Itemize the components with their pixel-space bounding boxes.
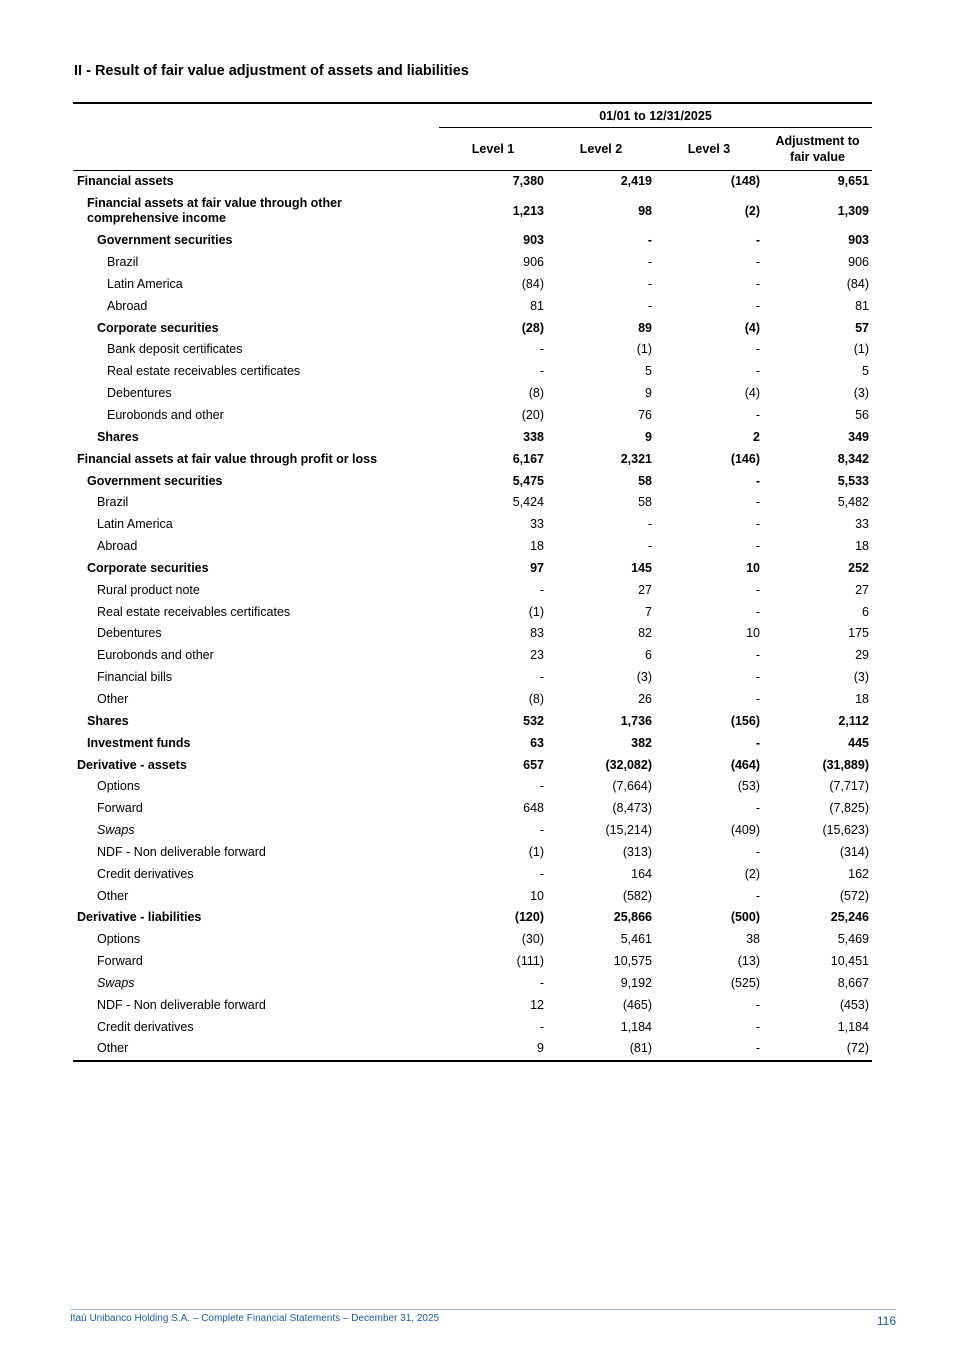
period-header: 01/01 to 12/31/2025 (439, 104, 872, 128)
level-1-value: 903 (523, 233, 544, 248)
level-1-value: 33 (530, 517, 544, 532)
table-row (73, 230, 872, 252)
level-3-value: - (755, 539, 760, 554)
table-row (73, 252, 872, 274)
level-1-value: 81 (530, 298, 544, 313)
table-row (73, 798, 872, 820)
row-label: NDF - Non deliverable forward (97, 997, 266, 1012)
level-1-value: 10 (530, 888, 544, 903)
adjustment-value: 57 (855, 320, 869, 335)
row-label: Rural product note (97, 582, 200, 597)
table-row (73, 994, 872, 1016)
table-row (73, 776, 872, 798)
table-row (73, 841, 872, 863)
level-2-value: 7 (645, 604, 652, 619)
level-2-value: 26 (638, 691, 652, 706)
table-row (73, 317, 872, 339)
table-row (73, 383, 872, 405)
row-label: Other (97, 888, 129, 903)
level-3-value: - (655, 1038, 763, 1061)
level-3-value: - (755, 604, 760, 619)
level-3-value: (525) (730, 975, 760, 990)
table-row (73, 710, 872, 732)
level-3-value: (4) (744, 386, 760, 401)
level-1-value: 657 (523, 757, 544, 772)
adjustment-value: 1,184 (837, 1019, 869, 1034)
level-1-value: - (539, 823, 544, 838)
adjustment-value: (31,889) (822, 757, 869, 772)
level-1-value: 23 (530, 648, 544, 663)
level-1-value: - (539, 670, 544, 685)
row-label: Shares (87, 713, 129, 728)
table-row (73, 193, 872, 230)
level-2-value: 98 (638, 203, 652, 218)
level-1-value: 63 (530, 735, 544, 750)
adjustment-value: 5,533 (837, 473, 869, 488)
level-2-value: (582) (622, 888, 652, 903)
table-row (73, 973, 872, 995)
level-2-value: - (647, 517, 652, 532)
table-row (73, 339, 872, 361)
level-1-value: 1,213 (512, 203, 544, 218)
row-label: Derivative - assets (77, 757, 187, 772)
table-row (73, 754, 872, 776)
level-2-value: - (647, 255, 652, 270)
row-label: Swaps (97, 823, 135, 838)
row-label: Options (97, 779, 141, 794)
table-row (73, 732, 872, 754)
level-2-value: (313) (622, 844, 652, 859)
table-row (73, 907, 872, 929)
level-3-value: 10 (746, 626, 760, 641)
level-2-value: 2,321 (620, 451, 652, 466)
adjustment-value: 5,482 (837, 495, 869, 510)
row-label: Other (97, 691, 129, 706)
table-row (73, 295, 872, 317)
level-1-value: 906 (523, 255, 544, 270)
row-label: Government securities (97, 233, 233, 248)
adjustment-value: 162 (848, 866, 869, 881)
level-2-value: (7,664) (612, 779, 652, 794)
level-3-value: (148) (730, 174, 760, 189)
table-row (73, 929, 872, 951)
adjustment-value: (15,623) (822, 823, 869, 838)
row-label: Corporate securities (87, 560, 209, 575)
adjustment-value: 175 (848, 626, 869, 641)
table-body (73, 171, 872, 1061)
row-label: Debentures (107, 386, 172, 401)
row-label: Credit derivatives (97, 1019, 194, 1034)
row-label: Debentures (97, 626, 162, 641)
table-row (73, 171, 872, 193)
level-3-value: - (755, 888, 760, 903)
row-label: Shares (97, 429, 139, 444)
column-header-level-2: Level 2 (547, 128, 655, 171)
table-row (73, 623, 872, 645)
row-label: Swaps (97, 975, 135, 990)
adjustment-value: 906 (848, 255, 869, 270)
table-row (73, 274, 872, 296)
level-2-value: 58 (638, 495, 652, 510)
level-2-value: (32,082) (605, 757, 652, 772)
row-label: Financial assets at fair value through profit or loss (77, 451, 378, 466)
level-1-value: 9 (439, 1038, 547, 1061)
level-3-value: (409) (730, 823, 760, 838)
adjustment-value: 27 (855, 582, 869, 597)
page-title: II - Result of fair value adjustment of assets and liabilities (74, 63, 469, 79)
level-2-value: 164 (631, 866, 652, 881)
level-3-value: 38 (746, 932, 760, 947)
level-1-value: (1) (528, 604, 544, 619)
level-2-value: 5 (645, 364, 652, 379)
table-row (73, 492, 872, 514)
level-2-value: 9,192 (620, 975, 652, 990)
level-2-value: - (647, 276, 652, 291)
level-2-value: (15,214) (605, 823, 652, 838)
level-3-value: (146) (730, 451, 760, 466)
level-2-value: 82 (638, 626, 652, 641)
row-label: NDF - Non deliverable forward (97, 844, 266, 859)
level-3-value: - (755, 670, 760, 685)
level-1-value: (84) (521, 276, 544, 291)
level-3-value: - (755, 276, 760, 291)
level-3-value: - (755, 233, 760, 248)
level-2-value: 27 (638, 582, 652, 597)
level-3-value: - (755, 473, 760, 488)
level-3-value: - (755, 997, 760, 1012)
adjustment-value: (314) (839, 844, 869, 859)
level-2-value: (81) (547, 1038, 655, 1061)
table-row (73, 470, 872, 492)
level-3-value: - (755, 801, 760, 816)
level-2-value: (465) (622, 997, 652, 1012)
row-label: Financial assets at fair value through other comprehensive income (87, 196, 342, 226)
row-label: Latin America (97, 517, 173, 532)
footer-divider (70, 1309, 896, 1310)
level-3-value: - (755, 342, 760, 357)
level-3-value: (2) (744, 203, 760, 218)
row-label: Eurobonds and other (97, 648, 214, 663)
adjustment-value: (1) (853, 342, 869, 357)
level-2-value: 89 (638, 320, 652, 335)
row-label: Forward (97, 801, 143, 816)
level-1-value: 338 (523, 429, 544, 444)
level-1-value: (8) (528, 691, 544, 706)
level-1-value: 5,424 (512, 495, 544, 510)
table-row (73, 1016, 872, 1038)
level-3-value: - (755, 691, 760, 706)
level-3-value: 10 (746, 560, 760, 575)
header-blank (73, 104, 439, 128)
row-label: Abroad (107, 298, 148, 313)
adjustment-value: 1,309 (837, 203, 869, 218)
row-label: Options (97, 932, 141, 947)
level-3-value: - (755, 408, 760, 423)
table-row (73, 558, 872, 580)
level-3-value: - (755, 1019, 760, 1034)
adjustment-value: 2,112 (838, 713, 869, 728)
adjustment-value: 56 (855, 408, 869, 423)
level-3-value: (53) (737, 779, 760, 794)
level-3-value: 2 (753, 429, 760, 444)
level-2-value: (1) (636, 342, 652, 357)
row-label: Real estate receivables certificates (97, 604, 291, 619)
adjustment-value: 903 (848, 233, 869, 248)
level-2-value: 382 (631, 735, 652, 750)
adjustment-value: 81 (855, 298, 869, 313)
level-1-value: 83 (530, 626, 544, 641)
table-row (73, 885, 872, 907)
table-row (73, 863, 872, 885)
level-1-value: - (539, 364, 544, 379)
level-2-value: - (647, 539, 652, 554)
level-3-value: (4) (744, 320, 760, 335)
level-3-value: (156) (730, 713, 760, 728)
row-label: Eurobonds and other (107, 408, 224, 423)
row-label: Financial bills (97, 670, 173, 685)
level-3-value: - (755, 735, 760, 750)
row-label: Credit derivatives (97, 866, 194, 881)
table-row (73, 448, 872, 470)
adjustment-value: 18 (855, 539, 869, 554)
fair-value-table-container (73, 102, 872, 1062)
level-3-value: - (755, 364, 760, 379)
level-2-value: (3) (636, 670, 652, 685)
level-2-value: - (647, 298, 652, 313)
adjustment-value: (3) (853, 386, 869, 401)
level-3-value: (500) (730, 910, 760, 925)
table-row (73, 536, 872, 558)
level-2-value: 9 (645, 386, 652, 401)
table-row (73, 514, 872, 536)
level-3-value: - (755, 648, 760, 663)
adjustment-value: 10,451 (830, 954, 869, 969)
table-row (73, 601, 872, 623)
level-1-value: 532 (523, 713, 544, 728)
column-header-level-3: Level 3 (655, 128, 763, 171)
footer-text: Itaú Unibanco Holding S.A. – Complete Financial Statements – December 31, 2025 (70, 1313, 440, 1324)
table-row (73, 820, 872, 842)
level-1-value: - (539, 779, 544, 794)
adjustment-value: (7,825) (829, 801, 869, 816)
level-1-value: 97 (530, 560, 544, 575)
row-label: Other (73, 1038, 439, 1061)
row-label: Brazil (97, 495, 129, 510)
level-3-value: - (755, 844, 760, 859)
level-2-value: 6 (645, 648, 652, 663)
row-label: Brazil (107, 255, 139, 270)
level-2-value: - (647, 233, 652, 248)
row-label: Real estate receivables certificates (107, 364, 301, 379)
level-2-value: 76 (638, 408, 652, 423)
table-row (73, 951, 872, 973)
column-header-level-1: Level 1 (439, 128, 547, 171)
level-3-value: (464) (730, 757, 760, 772)
level-1-value: (20) (521, 408, 544, 423)
adjustment-value: 5 (862, 364, 869, 379)
row-label: Latin America (107, 276, 183, 291)
adjustment-value: (453) (839, 997, 869, 1012)
adjustment-value: 349 (848, 429, 869, 444)
level-2-value: 10,575 (613, 954, 652, 969)
level-2-value: 1,736 (620, 713, 652, 728)
level-2-value: 9 (645, 429, 652, 444)
row-label: Government securities (87, 473, 223, 488)
table-row (73, 361, 872, 383)
level-1-value: (30) (521, 932, 544, 947)
level-2-value: 1,184 (620, 1019, 652, 1034)
table-row (73, 689, 872, 711)
adjustment-value: (84) (846, 276, 869, 291)
level-1-value: 6,167 (512, 451, 544, 466)
level-3-value: - (755, 495, 760, 510)
level-1-value: 648 (523, 801, 544, 816)
level-1-value: - (539, 975, 544, 990)
level-3-value: (13) (737, 954, 760, 969)
fair-value-table (73, 102, 872, 1062)
level-2-value: 58 (638, 473, 652, 488)
level-2-value: 25,866 (613, 910, 652, 925)
adjustment-value: 9,651 (837, 174, 869, 189)
level-1-value: (120) (514, 910, 544, 925)
adjustment-value: 33 (855, 517, 869, 532)
adjustment-value: 5,469 (837, 932, 869, 947)
adjustment-value: 18 (855, 691, 869, 706)
level-1-value: (8) (528, 386, 544, 401)
level-3-value: - (755, 298, 760, 313)
level-1-value: 18 (530, 539, 544, 554)
row-label: Financial assets (77, 174, 174, 189)
level-2-value: (8,473) (612, 801, 652, 816)
level-3-value: - (755, 255, 760, 270)
page-number: 116 (876, 1314, 896, 1328)
level-2-value: 2,419 (620, 174, 652, 189)
level-2-value: 5,461 (620, 932, 652, 947)
adjustment-value: 25,246 (830, 910, 869, 925)
level-1-value: (28) (521, 320, 544, 335)
level-1-value: - (539, 866, 544, 881)
table-row (73, 405, 872, 427)
row-label: Corporate securities (97, 320, 219, 335)
column-header-adjustment: Adjustment to fair value (763, 128, 872, 171)
level-1-value: - (539, 1019, 544, 1034)
table-row (73, 645, 872, 667)
adjustment-value: (3) (853, 670, 869, 685)
adjustment-value: (7,717) (829, 779, 869, 794)
adjustment-value: (572) (839, 888, 869, 903)
row-label: Abroad (97, 539, 138, 554)
adjustment-value: 445 (848, 735, 869, 750)
level-1-value: 5,475 (512, 473, 544, 488)
row-label: Investment funds (87, 735, 191, 750)
row-label: Derivative - liabilities (77, 910, 202, 925)
level-1-value: (111) (516, 954, 544, 969)
level-3-value: (2) (744, 866, 760, 881)
table-row (73, 579, 872, 601)
table-row (73, 1038, 872, 1061)
row-label: Bank deposit certificates (107, 342, 243, 357)
level-3-value: - (755, 582, 760, 597)
adjustment-value: 252 (848, 560, 869, 575)
row-label: Forward (97, 954, 143, 969)
adjustment-value: 6 (862, 604, 869, 619)
table-row (73, 667, 872, 689)
level-1-value: 12 (530, 997, 544, 1012)
level-1-value: - (539, 582, 544, 597)
adjustment-value: (72) (763, 1038, 872, 1061)
adjustment-value: 8,667 (837, 975, 869, 990)
level-1-value: - (539, 342, 544, 357)
level-2-value: 145 (631, 560, 652, 575)
label-column-header (73, 128, 439, 171)
level-3-value: - (755, 517, 760, 532)
adjustment-value: 8,342 (837, 451, 869, 466)
table-row (73, 426, 872, 448)
level-1-value: (1) (528, 844, 544, 859)
adjustment-value: 29 (855, 648, 869, 663)
level-1-value: 7,380 (512, 174, 544, 189)
